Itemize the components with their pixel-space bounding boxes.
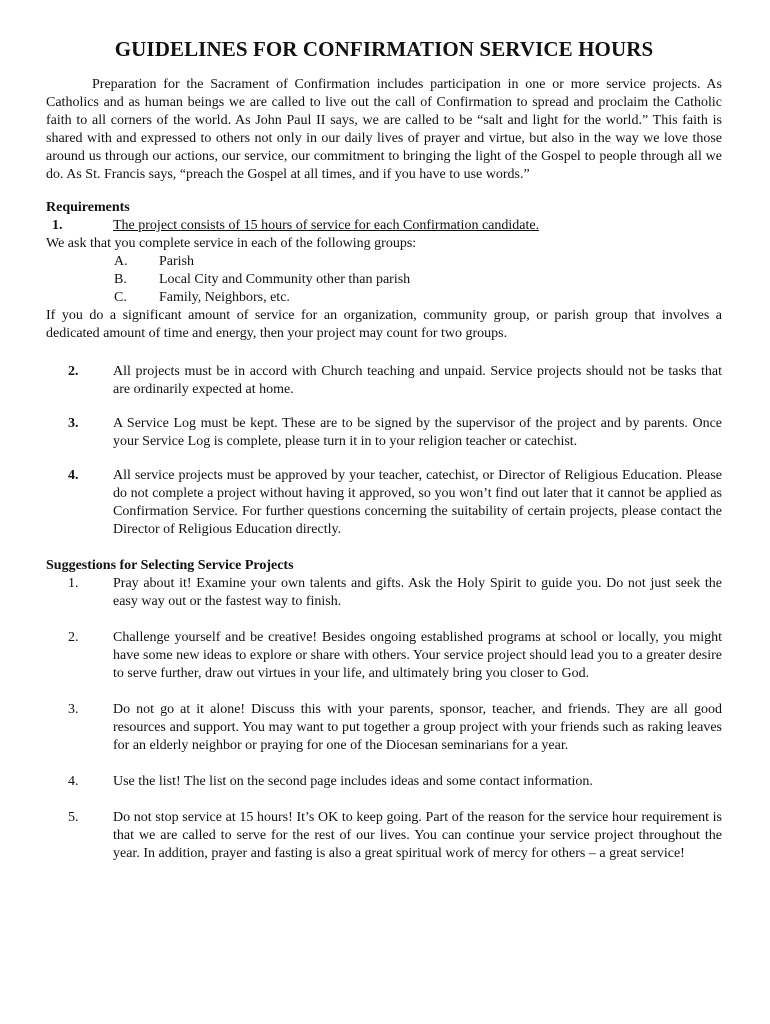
requirement-text: All projects must be in accord with Church teaching and unpaid. Service projects should not be tasks that are ordinarily expected at home. <box>113 364 722 397</box>
suggestion-number: 1. <box>68 576 79 591</box>
requirement-item-2 <box>46 363 722 399</box>
page-title: GUIDELINES FOR CONFIRMATION SERVICE HOURS <box>114 37 654 61</box>
requirement-number: 4. <box>68 468 79 483</box>
suggestion-text: Pray about it! Examine your own talents and gifts. Ask the Holy Spirit to guide you. Do not just seek the easy way out or the fastest way to finish. <box>113 576 722 609</box>
group-text: Local City and Community other than parish <box>159 272 411 287</box>
group-letter: A. <box>114 254 128 269</box>
suggestion-item-1 <box>46 575 722 611</box>
groups-list <box>46 253 722 307</box>
requirement-item-1 <box>46 217 722 235</box>
suggestion-item-3 <box>46 701 722 755</box>
suggestion-item-2 <box>46 629 722 683</box>
requirement-item-3 <box>46 415 722 451</box>
suggestion-number: 5. <box>68 810 79 825</box>
requirement-text: A Service Log must be kept. These are to be signed by the supervisor of the project and by parents. Once your Service Log is complete, please turn it in to your religion teacher or catechist. <box>113 416 722 449</box>
suggestion-text: Use the list! The list on the second page includes ideas and some contact information. <box>113 774 593 789</box>
groups-note: If you do a significant amount of service for an organization, community group, or parish group that involves a dedicated amount of time and energy, then your project may count for two groups. <box>46 308 722 341</box>
requirement-number: 1. <box>52 218 63 233</box>
requirement-text: All service projects must be approved by your teacher, catechist, or Director of Religious Education. Please do not complete a project without having it approved, so you won’t find out later that it cannot be applied as Confirmation Service. For further questions concerning the suitability of certain projects, please contact the Director of Religious Education directly. <box>113 468 722 537</box>
groups-intro: We ask that you complete service in each of the following groups: <box>46 236 417 251</box>
group-letter: B. <box>114 272 127 287</box>
requirement-item-4 <box>46 467 722 539</box>
group-item <box>46 289 722 307</box>
requirement-number: 3. <box>68 416 79 431</box>
suggestion-text: Do not stop service at 15 hours! It’s OK to keep going. Part of the reason for the service hour requirement is that we are called to serve for the rest of our lives. You can continue your service project throughout the year. In addition, prayer and fasting is also a great spiritual work of mercy for others – a great service! <box>113 810 722 861</box>
suggestions-heading: Suggestions for Selecting Service Projects <box>46 558 294 573</box>
suggestion-item-4 <box>46 773 722 791</box>
intro-paragraph: Preparation for the Sacrament of Confirmation includes participation in one or more service projects. As Catholics and as human beings we are called to live out the call of Confirmation to spread and proclaim the Catholic faith to all corners of the world. As John Paul II says, we are called to be “salt and light for the world.” This faith is shared with and expressed to others not only in our daily lives of prayer and virtue, but also in the way we love those around us through our actions, our service, our commitment to bringing the light of the Gospel to people through all we do. As St. Francis says, “preach the Gospel at all times, and if you have to use words.” <box>46 77 722 182</box>
suggestion-number: 4. <box>68 774 79 789</box>
suggestion-text: Do not go at it alone! Discuss this with your parents, sponsor, teacher, and friends. They are all good resources and support. You may want to put together a group project with your friends such as raking leaves for an elderly neighbor or praying for one of the Diocesan seminarians for a year. <box>113 702 722 753</box>
suggestion-item-5 <box>46 809 722 863</box>
suggestion-number: 2. <box>68 630 79 645</box>
requirements-section <box>46 199 722 539</box>
suggestion-text: Challenge yourself and be creative! Besides ongoing established programs at school or locally, you might have some new ideas to explore or share with others. Your service project should lead you to a greater desire to serve further, draw out virtues in your life, and ultimately bring you closer to God. <box>113 630 722 681</box>
requirements-heading: Requirements <box>46 200 130 215</box>
suggestions-section <box>46 557 722 863</box>
suggestion-number: 3. <box>68 702 79 717</box>
group-letter: C. <box>114 290 127 305</box>
group-item <box>46 253 722 271</box>
requirement-number: 2. <box>68 364 79 379</box>
group-text: Parish <box>159 254 194 269</box>
requirement-text: The project consists of 15 hours of service for each Confirmation candidate. <box>113 218 540 233</box>
group-item <box>46 271 722 289</box>
group-text: Family, Neighbors, etc. <box>159 290 290 305</box>
